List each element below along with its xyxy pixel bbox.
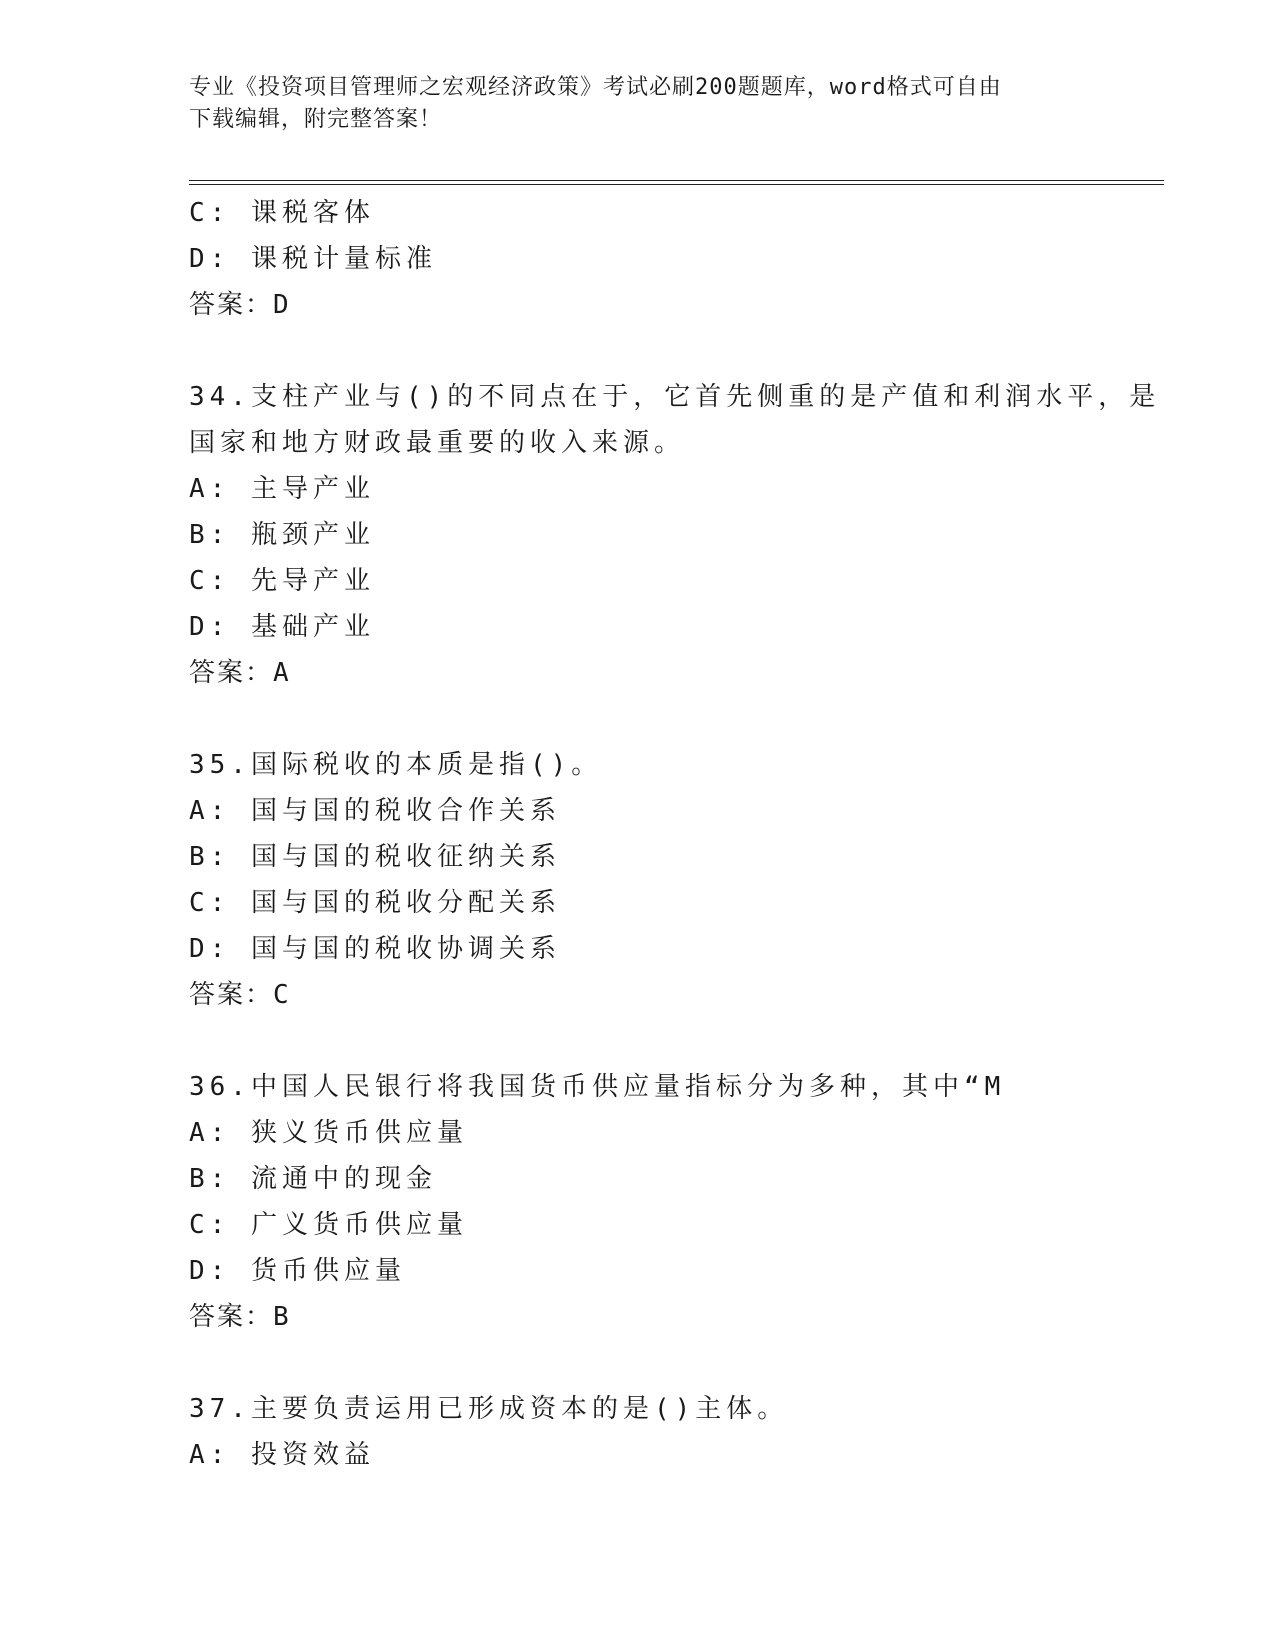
document-header bbox=[189, 72, 1089, 136]
option-d: D: 货币供应量 bbox=[189, 1256, 406, 1286]
header-line-2: 下载编辑，附完整答案！ bbox=[189, 107, 443, 132]
option-a: A: 狭义货币供应量 bbox=[189, 1118, 468, 1148]
spacer bbox=[189, 1018, 1119, 1064]
option-b: B: 瓶颈产业 bbox=[189, 520, 375, 550]
option-a: A: 国与国的税收合作关系 bbox=[189, 796, 561, 826]
question-stem: 36.中国人民银行将我国货币供应量指标分为多种，其中“M bbox=[189, 1072, 1006, 1102]
question-stem: 34.支柱产业与()的不同点在于，它首先侧重的是产值和利润水平，是 bbox=[189, 382, 1161, 412]
option-c: C: 先导产业 bbox=[189, 566, 375, 596]
option-c: C: 课税客体 bbox=[189, 198, 375, 228]
header-divider-top bbox=[189, 180, 1164, 181]
option-d: D: 基础产业 bbox=[189, 612, 375, 642]
option-d: D: 课税计量标准 bbox=[189, 244, 437, 274]
question-block-35 bbox=[189, 742, 1119, 1018]
option-c: C: 广义货币供应量 bbox=[189, 1210, 468, 1240]
option-a: A: 投资效益 bbox=[189, 1440, 375, 1470]
answer-line: 答案：C bbox=[189, 980, 291, 1010]
question-stem: 35.国际税收的本质是指()。 bbox=[189, 750, 603, 780]
answer-line: 答案：D bbox=[189, 290, 291, 320]
spacer bbox=[189, 1340, 1119, 1386]
option-a: A: 主导产业 bbox=[189, 474, 375, 504]
header-divider-bottom bbox=[189, 184, 1164, 185]
question-list bbox=[189, 190, 1161, 1478]
answer-line: 答案：B bbox=[189, 1302, 291, 1332]
option-b: B: 流通中的现金 bbox=[189, 1164, 437, 1194]
option-b: B: 国与国的税收征纳关系 bbox=[189, 842, 561, 872]
question-block-36 bbox=[189, 1064, 1119, 1340]
answer-line: 答案：A bbox=[189, 658, 291, 688]
question-stem: 37.主要负责运用已形成资本的是()主体。 bbox=[189, 1394, 789, 1424]
option-c: C: 国与国的税收分配关系 bbox=[189, 888, 561, 918]
question-stem-continued: 国家和地方财政最重要的收入来源。 bbox=[189, 428, 686, 458]
option-d: D: 国与国的税收协调关系 bbox=[189, 934, 561, 964]
question-block-34 bbox=[189, 374, 1161, 696]
spacer bbox=[189, 328, 1119, 374]
question-block-partial bbox=[189, 190, 1119, 328]
question-block-37 bbox=[189, 1386, 1119, 1478]
header-line-1: 专业《投资项目管理师之宏观经济政策》考试必刷200题题库，word格式可自由 bbox=[189, 75, 1002, 100]
spacer bbox=[189, 696, 1119, 742]
